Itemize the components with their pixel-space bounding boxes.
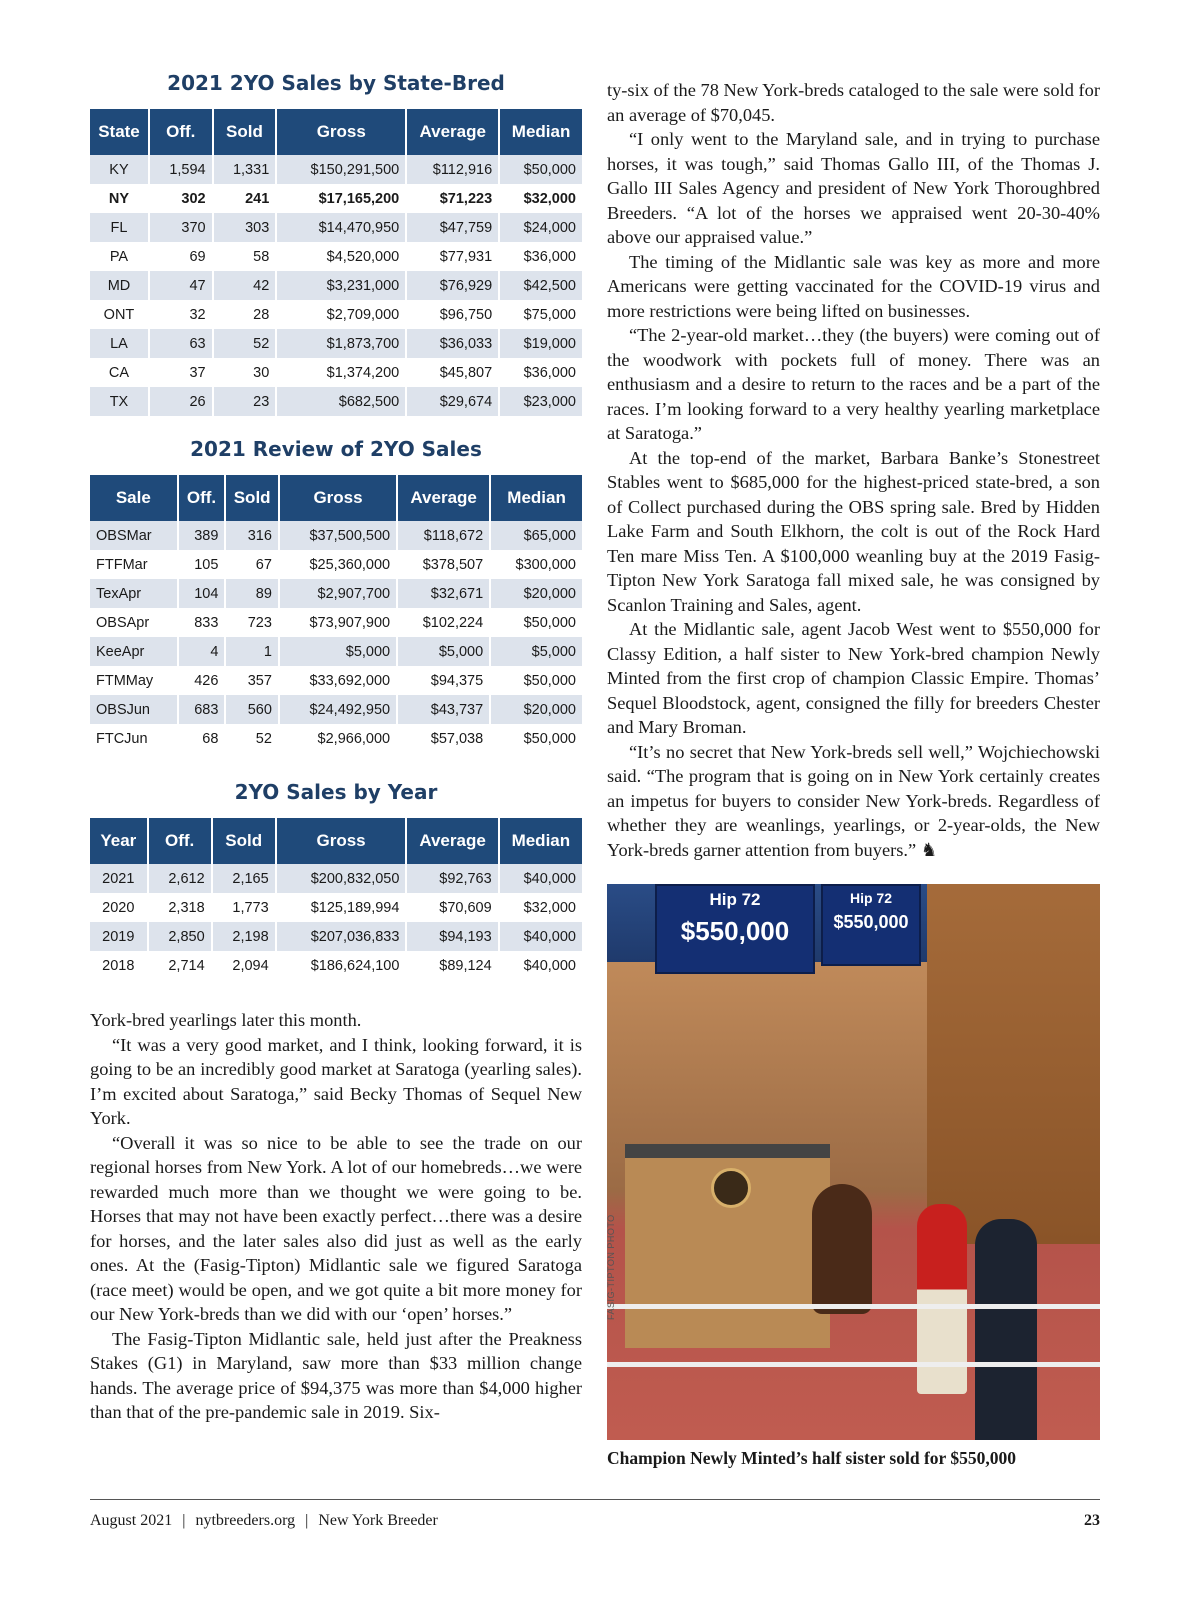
table-cell: $125,189,994 bbox=[276, 893, 407, 922]
table-review bbox=[90, 436, 582, 753]
screen-hip-label: Hip 72 bbox=[849, 890, 892, 906]
table-cell: $23,000 bbox=[499, 387, 582, 416]
table-cell: $94,375 bbox=[397, 666, 490, 695]
table-row bbox=[90, 951, 582, 980]
table-row bbox=[90, 300, 582, 329]
table-cell: 37 bbox=[149, 358, 213, 387]
screen-hip-label: Hip 72 bbox=[709, 890, 761, 909]
table-by-year bbox=[90, 779, 582, 980]
table-cell: $76,929 bbox=[406, 271, 499, 300]
table-cell: $5,000 bbox=[279, 637, 397, 666]
table-cell: $20,000 bbox=[490, 695, 582, 724]
table-cell: $65,000 bbox=[490, 521, 582, 550]
table-cell: $4,520,000 bbox=[276, 242, 406, 271]
table-cell: 2,198 bbox=[212, 922, 276, 951]
table-row bbox=[90, 242, 582, 271]
man-in-suit-figure bbox=[975, 1219, 1037, 1440]
table-cell: $36,033 bbox=[406, 329, 499, 358]
table-cell: $5,000 bbox=[397, 637, 490, 666]
table-cell: OBSMar bbox=[90, 521, 178, 550]
table-row bbox=[90, 521, 582, 550]
auction-photo bbox=[607, 884, 1100, 1440]
table-cell: 52 bbox=[225, 724, 279, 753]
table-cell: 241 bbox=[213, 184, 277, 213]
table-cell: $36,000 bbox=[523, 248, 576, 265]
table-cell: $71,223 bbox=[406, 184, 499, 213]
issue-date: August 2021 bbox=[90, 1512, 173, 1529]
table-cell: FTFMar bbox=[90, 550, 178, 579]
end-mark-icon: ♞ bbox=[920, 839, 938, 860]
table-cell: 52 bbox=[213, 329, 277, 358]
table-cell: $96,750 bbox=[406, 300, 499, 329]
column-header: Sold bbox=[225, 475, 279, 521]
table-cell: $70,609 bbox=[406, 893, 498, 922]
table-cell: $43,737 bbox=[397, 695, 490, 724]
table-cell: 302 bbox=[149, 184, 213, 213]
table-cell: 370 bbox=[149, 213, 213, 242]
column-header: State bbox=[90, 109, 149, 155]
table-cell: $50,000 bbox=[523, 730, 576, 747]
table-cell: 2018 bbox=[90, 951, 148, 980]
table-cell: $42,500 bbox=[499, 271, 582, 300]
table-cell: $32,000 bbox=[523, 899, 576, 916]
column-header: Year bbox=[90, 818, 148, 864]
page-number: 23 bbox=[1084, 1512, 1100, 1529]
website-link[interactable]: nytbreeders.org bbox=[195, 1512, 296, 1529]
table-cell: $32,671 bbox=[397, 579, 490, 608]
stats-table bbox=[90, 475, 582, 753]
table-cell: $2,966,000 bbox=[279, 724, 397, 753]
table-row bbox=[90, 155, 582, 184]
table-cell: $36,000 bbox=[523, 364, 576, 381]
column-header: Median bbox=[499, 818, 582, 864]
table-cell: $682,500 bbox=[276, 387, 406, 416]
table-cell: $40,000 bbox=[499, 864, 582, 893]
paragraph: “Overall it was so nice to be able to see the trade on our regional horses from New York. A lot of our homebreds…we were rewarded much more than we thought we were going to be. Horses that may not have been exactly perfect…there was a desire for horses, and the later sales also did just as well as the early ones. At the (Fasig-Tipton) Midlantic sale we figured Saratoga (race meet) would be open, and we got quite a bit more money for our New York-breds than we did with our ‘open’ horses.” bbox=[90, 1132, 582, 1324]
table-cell: $378,507 bbox=[397, 550, 490, 579]
footer-separator: | bbox=[305, 1512, 309, 1529]
table-cell: $186,624,100 bbox=[276, 951, 407, 980]
column-header: Off. bbox=[178, 475, 226, 521]
column-header: Sold bbox=[213, 109, 277, 155]
table-cell: $17,165,200 bbox=[276, 184, 406, 213]
table-cell: 2,318 bbox=[148, 893, 212, 922]
table-row bbox=[90, 695, 582, 724]
table-cell: $89,124 bbox=[406, 951, 498, 980]
paragraph: At the top-end of the market, Barbara Banke’s Stonestreet Stables went to $685,000 for the highest-priced state-bred, a son of Collect purchased during the OBS spring sale. Bred by Hidden Lake Farm and South Elkhorn, the colt is out of the Rock Hard Ten mare Miss Ten. A $100,000 weanling buy at the 2019 Fasig-Tipton New York Saratoga fall mixed sale, he was consigned by Scanlon Training and Sales, agent. bbox=[607, 447, 1100, 615]
photo-credit: FASIG-TIPTON PHOTO bbox=[606, 1214, 616, 1320]
table-cell: $25,360,000 bbox=[279, 550, 397, 579]
table-cell: 69 bbox=[149, 242, 213, 271]
column-header: Median bbox=[490, 475, 582, 521]
paragraph: “It was a very good market, and I think, looking forward, it is going to be an incredibly good market at Saratoga (yearling sales). I’m excited about Saratoga,” said Becky Thomas of Sequel New York. bbox=[90, 1034, 582, 1128]
table-row bbox=[90, 864, 582, 893]
table-row bbox=[90, 666, 582, 695]
page-footer bbox=[90, 1512, 1100, 1530]
table-cell: 28 bbox=[213, 300, 277, 329]
table-cell: $40,000 bbox=[523, 957, 576, 974]
table-cell: $207,036,833 bbox=[276, 922, 407, 951]
table-cell: $75,000 bbox=[523, 306, 576, 323]
price-screen-right bbox=[821, 884, 921, 966]
table-cell: 389 bbox=[178, 521, 226, 550]
table-cell: $77,931 bbox=[406, 242, 499, 271]
stats-table bbox=[90, 818, 582, 980]
table-cell: FTMMay bbox=[90, 666, 178, 695]
paragraph-text: “It’s no secret that New York-breds sell well,” Wojchiechowski said. “The program that is going on in New York certainly creates an impetus for buyers to consider New York-breds. Regardless of whether they are weanlings, yearlings, or 2-year-olds, the New York-breds garner attention from buyers.” bbox=[607, 741, 1100, 860]
table-cell: 58 bbox=[213, 242, 277, 271]
table-cell: $3,231,000 bbox=[276, 271, 406, 300]
table-cell: 2,850 bbox=[148, 922, 212, 951]
photo-caption: Champion Newly Minted’s half sister sold for $550,000 bbox=[607, 1448, 1016, 1468]
table-cell: $45,807 bbox=[406, 358, 499, 387]
paragraph: “The 2-year-old market…they (the buyers) were coming out of the woodwork with pockets full of money. There was an enthusiasm and a desire to return to the races and be a part of the races. I’m looking forward to a very healthy yearling marketplace at Saratoga.” bbox=[607, 325, 1100, 443]
table-cell: KeeApr bbox=[90, 637, 178, 666]
table-cell: LA bbox=[90, 329, 149, 358]
table-row bbox=[90, 893, 582, 922]
table-cell: FTCJun bbox=[90, 724, 178, 753]
table-cell: $50,000 bbox=[523, 672, 576, 689]
table-cell: PA bbox=[90, 242, 149, 271]
screen-price: $550,000 bbox=[833, 912, 909, 932]
column-header: Average bbox=[397, 475, 490, 521]
table-cell: 1 bbox=[225, 637, 279, 666]
column-header: Off. bbox=[148, 818, 212, 864]
footer-left bbox=[90, 1512, 438, 1530]
stats-table bbox=[90, 109, 582, 416]
table-cell: OBSJun bbox=[90, 695, 178, 724]
paragraph: The Fasig-Tipton Midlantic sale, held just after the Preakness Stakes (G1) in Maryland, saw more than $33 million change hands. The average price of $94,375 was more than $4,000 higher than that of the pre-pandemic sale in 2019. Six- bbox=[90, 1328, 582, 1422]
table-cell: $24,492,950 bbox=[279, 695, 397, 724]
table-cell: MD bbox=[90, 271, 149, 300]
table-cell: 723 bbox=[225, 608, 279, 637]
table-cell: $57,038 bbox=[397, 724, 490, 753]
publication-name: New York Breeder bbox=[318, 1512, 438, 1529]
table-cell: 1,331 bbox=[213, 155, 277, 184]
table-cell: TexApr bbox=[90, 579, 178, 608]
table-title: 2YO Sales by Year bbox=[234, 780, 438, 804]
horse-figure bbox=[812, 1184, 872, 1314]
table-cell: $112,916 bbox=[406, 155, 499, 184]
table-cell: $1,873,700 bbox=[276, 329, 406, 358]
right-column bbox=[607, 78, 1100, 1469]
table-row bbox=[90, 579, 582, 608]
table-cell: 2,165 bbox=[212, 864, 276, 893]
table-row bbox=[90, 637, 582, 666]
column-header: Gross bbox=[276, 109, 406, 155]
screen-price: $550,000 bbox=[680, 916, 790, 946]
table-cell: $47,759 bbox=[406, 213, 499, 242]
table-cell: $29,674 bbox=[406, 387, 499, 416]
table-cell: $2,709,000 bbox=[276, 300, 406, 329]
table-cell: 2,714 bbox=[148, 951, 212, 980]
table-cell: $14,470,950 bbox=[276, 213, 406, 242]
table-cell: 89 bbox=[225, 579, 279, 608]
column-header: Sold bbox=[212, 818, 276, 864]
table-cell: 4 bbox=[178, 637, 226, 666]
table-cell: 32 bbox=[149, 300, 213, 329]
table-cell: ONT bbox=[90, 300, 149, 329]
table-row bbox=[90, 358, 582, 387]
table-cell: 42 bbox=[213, 271, 277, 300]
table-cell: 63 bbox=[149, 329, 213, 358]
price-screen-left bbox=[655, 884, 815, 974]
table-cell: NY bbox=[90, 184, 149, 213]
table-title: 2021 Review of 2YO Sales bbox=[190, 437, 482, 461]
footer-separator: | bbox=[182, 1512, 186, 1529]
table-cell: FL bbox=[90, 213, 149, 242]
column-header: Off. bbox=[149, 109, 213, 155]
table-cell: 47 bbox=[149, 271, 213, 300]
table-cell: 30 bbox=[213, 358, 277, 387]
table-cell: TX bbox=[90, 387, 149, 416]
table-cell: $5,000 bbox=[490, 637, 582, 666]
table-cell: 833 bbox=[178, 608, 226, 637]
table-row bbox=[90, 387, 582, 416]
footer-divider bbox=[90, 1499, 1100, 1500]
left-column bbox=[90, 70, 582, 1425]
table-cell: 2021 bbox=[90, 864, 148, 893]
paragraph: At the Midlantic sale, agent Jacob West went to $550,000 for Classy Edition, a half sister to New York-bred champion Newly Minted from the first crop of champion Classic Empire. Thomas’ Sequel Bloodstock, agent, consigned the filly for breeders Chester and Mary Broman. bbox=[607, 619, 1100, 737]
table-cell: CA bbox=[90, 358, 149, 387]
table-cell: $40,000 bbox=[499, 922, 582, 951]
table-cell: $200,832,050 bbox=[276, 864, 407, 893]
table-cell: KY bbox=[90, 155, 149, 184]
table-cell: $2,907,700 bbox=[279, 579, 397, 608]
paragraph: The timing of the Midlantic sale was key as more and more Americans were getting vaccinated for the COVID-19 virus and more restrictions were being lifted on businesses. bbox=[607, 251, 1100, 321]
table-cell: 560 bbox=[225, 695, 279, 724]
table-cell: 67 bbox=[225, 550, 279, 579]
table-cell: $20,000 bbox=[490, 579, 582, 608]
table-cell: OBSApr bbox=[90, 608, 178, 637]
table-cell: $37,500,500 bbox=[279, 521, 397, 550]
table-row bbox=[90, 608, 582, 637]
column-header: Sale bbox=[90, 475, 178, 521]
table-row bbox=[90, 213, 582, 242]
table-row bbox=[90, 550, 582, 579]
table-cell: 23 bbox=[213, 387, 277, 416]
table-cell: $150,291,500 bbox=[276, 155, 406, 184]
paragraph: ty-six of the 78 New York-breds cataloged to the sale were sold for an average of $70,045. bbox=[607, 80, 1100, 125]
table-cell: 105 bbox=[178, 550, 226, 579]
column-header: Gross bbox=[276, 818, 407, 864]
table-cell: 104 bbox=[178, 579, 226, 608]
table-cell: $118,672 bbox=[397, 521, 490, 550]
table-cell: 357 bbox=[225, 666, 279, 695]
table-cell: 2020 bbox=[90, 893, 148, 922]
table-cell: $50,000 bbox=[523, 614, 576, 631]
table-cell: 68 bbox=[178, 724, 226, 753]
table-cell: $24,000 bbox=[499, 213, 582, 242]
table-cell: 2019 bbox=[90, 922, 148, 951]
table-row bbox=[90, 329, 582, 358]
left-article-text bbox=[90, 1008, 582, 1425]
table-cell: 303 bbox=[213, 213, 277, 242]
table-cell: 2,612 bbox=[148, 864, 212, 893]
table-row bbox=[90, 184, 582, 213]
table-cell: $32,000 bbox=[523, 190, 576, 207]
table-cell: $102,224 bbox=[397, 608, 490, 637]
paragraph: “I only went to the Maryland sale, and in trying to purchase horses, it was tough,” said Thomas Gallo III, of the Thomas J. Gallo III Sales Agency and president of New York Thoroughbred Breeders. “A lot of the horses we appraised went 20-30-40% above our appraised value.” bbox=[607, 129, 1100, 247]
table-cell: $33,692,000 bbox=[279, 666, 397, 695]
table-cell: $50,000 bbox=[499, 155, 582, 184]
table-cell: 1,773 bbox=[212, 893, 276, 922]
table-cell: 1,594 bbox=[149, 155, 213, 184]
table-cell: $94,193 bbox=[406, 922, 498, 951]
table-cell: 683 bbox=[178, 695, 226, 724]
table-cell: 2,094 bbox=[212, 951, 276, 980]
table-row bbox=[90, 922, 582, 951]
paragraph-last bbox=[607, 740, 1100, 863]
table-cell: $73,907,900 bbox=[279, 608, 397, 637]
table-row bbox=[90, 271, 582, 300]
column-header: Median bbox=[499, 109, 582, 155]
table-state-bred bbox=[90, 70, 582, 416]
table-cell: $19,000 bbox=[499, 329, 582, 358]
auctioneer-stand bbox=[625, 1144, 830, 1348]
paragraph: York-bred yearlings later this month. bbox=[90, 1010, 362, 1030]
column-header: Gross bbox=[279, 475, 397, 521]
table-row bbox=[90, 724, 582, 753]
table-cell: $300,000 bbox=[515, 556, 576, 573]
table-cell: 426 bbox=[178, 666, 226, 695]
table-cell: $1,374,200 bbox=[276, 358, 406, 387]
table-title: 2021 2YO Sales by State-Bred bbox=[167, 71, 505, 95]
table-cell: $92,763 bbox=[406, 864, 498, 893]
table-cell: 26 bbox=[149, 387, 213, 416]
column-header: Average bbox=[406, 818, 498, 864]
horse-head-logo-icon bbox=[711, 1168, 751, 1208]
table-cell: 316 bbox=[225, 521, 279, 550]
column-header: Average bbox=[406, 109, 499, 155]
